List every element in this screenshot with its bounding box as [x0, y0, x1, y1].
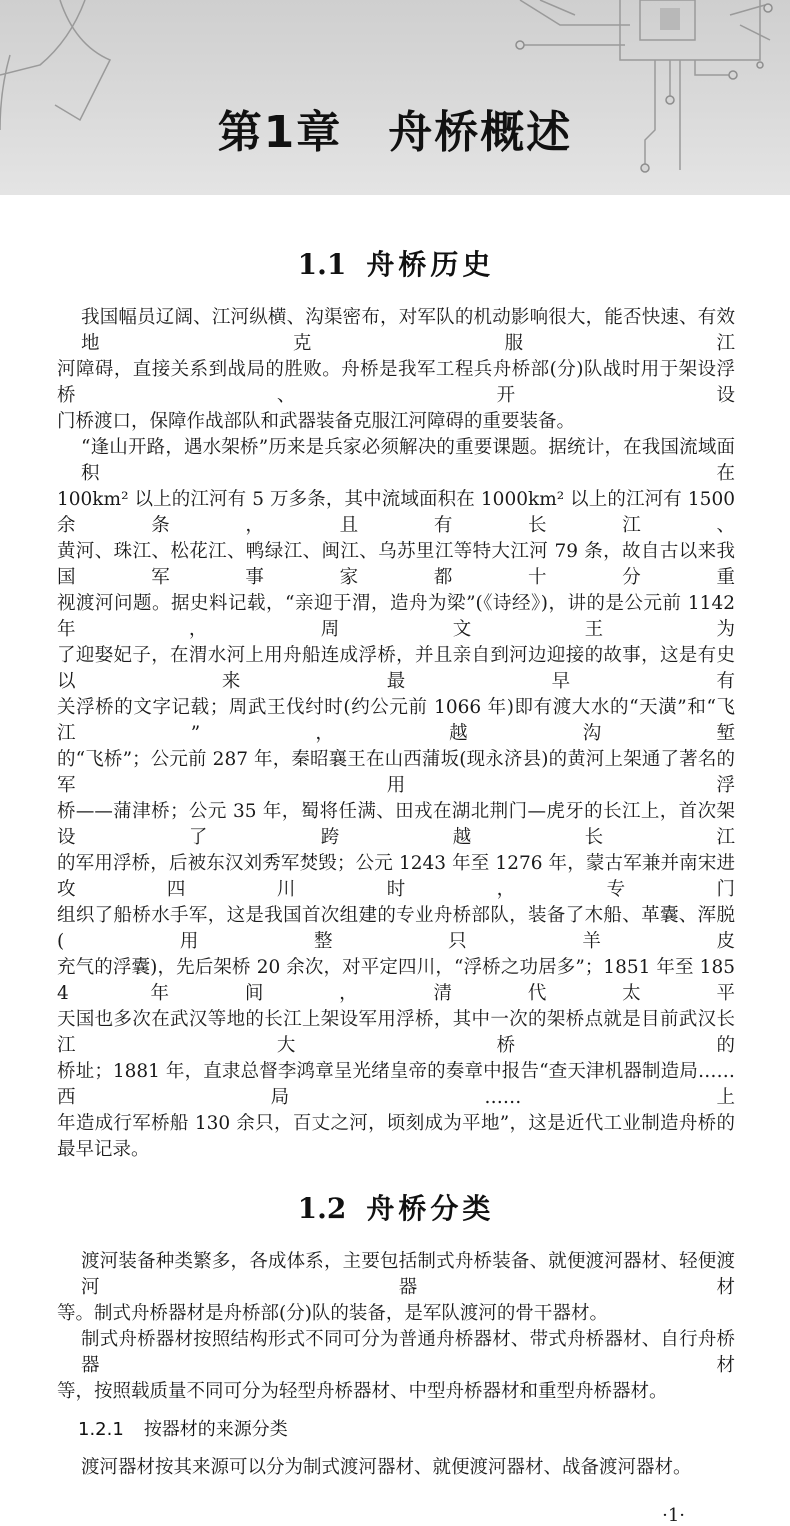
chapter-banner — [0, 0, 790, 195]
text-line: 门桥渡口，保障作战部队和武器装备克服江河障碍的重要装备。 — [57, 411, 576, 432]
text-line: 渡河装备种类繁多，各成体系，主要包括制式舟桥装备、就便渡河器材、轻便渡河器材 — [81, 1251, 735, 1298]
text-line: 的“飞桥”；公元前 287 年，秦昭襄王在山西蒲坂(现永济县)的黄河上架通了著名的军用浮 — [57, 749, 735, 796]
text-line: 河障碍，直接关系到战局的胜败。舟桥是我军工程兵舟桥部(分)队战时用于架设浮桥、开设 — [57, 359, 735, 406]
section-number: 1.2 — [297, 1192, 347, 1225]
subsection-title: 按器材的来源分类 — [143, 1419, 288, 1440]
section-title: 舟桥历史 — [366, 248, 495, 281]
page-number: ·1· — [662, 1505, 685, 1526]
text-line: 关浮桥的文字记载；周武王伐纣时(约公元前 1066 年)即有渡大水的“天潢”和“飞江”，越沟堑 — [57, 697, 735, 744]
text-line: 充气的浮囊)，先后架桥 20 余次，对平定四川，“浮桥之功居多”；1851 年至 1854 年间，清代太平 — [57, 957, 735, 1004]
text-line: 天国也多次在武汉等地的长江上架设军用浮桥，其中一次的架桥点就是目前武汉长江大桥的 — [57, 1009, 735, 1056]
text-line: 了迎娶妃子，在渭水河上用舟船连成浮桥，并且亲自到河边迎接的故事，这是有史以来最早有 — [57, 645, 735, 692]
text-line: 视渡河问题。据史料记载，“亲迎于渭，造舟为梁”(《诗经》)，讲的是公元前 1142 年，周文王为 — [57, 593, 735, 640]
text-line: “逢山开路，遇水架桥”历来是兵家必须解决的重要课题。据统计，在我国流域面积在 — [81, 437, 735, 484]
section-heading-1-2 — [57, 1191, 735, 1227]
page-content — [57, 247, 735, 1526]
text-line: 等。制式舟桥器材是舟桥部(分)队的装备，是军队渡河的骨干器材。 — [57, 1303, 608, 1324]
section-1-1-body — [57, 305, 735, 1163]
text-line: 桥址；1881 年，直隶总督李鸿章呈光绪皇帝的奏章中报告“查天津机器制造局……西局……上 — [57, 1061, 735, 1108]
section-heading-1-1 — [57, 247, 735, 283]
text-line: 我国幅员辽阔、江河纵横、沟渠密布，对军队的机动影响很大，能否快速、有效地克服江 — [81, 307, 735, 354]
text-line: 黄河、珠江、松花江、鸭绿江、闽江、乌苏里江等特大江河 79 条，故自古以来我国军事家都十分重 — [57, 541, 735, 588]
text-line: 渡河器材按其来源可以分为制式渡河器材、就便渡河器材、战备渡河器材。 — [81, 1457, 692, 1478]
text-line: 组织了船桥水手军，这是我国首次组建的专业舟桥部队，装备了木船、革囊、浑脱(用整只羊皮 — [57, 905, 735, 952]
text-line: 等，按照载质量不同可分为轻型舟桥器材、中型舟桥器材和重型舟桥器材。 — [57, 1381, 668, 1402]
chapter-title: 第1章 舟桥概述 — [217, 107, 573, 158]
text-line: 桥——蒲津桥；公元 35 年，蜀将任满、田戎在湖北荆门—虎牙的长江上，首次架设了跨越长江 — [57, 801, 735, 848]
subsection-number: 1.2.1 — [78, 1419, 124, 1440]
subsection-1-2-1-body — [57, 1455, 735, 1481]
text-line: 年造成行军桥船 130 余只，百丈之河，顷刻成为平地”，这是近代工业制造舟桥的最早记录。 — [57, 1113, 735, 1160]
section-title: 舟桥分类 — [366, 1192, 495, 1225]
subsection-heading-1-2-1 — [78, 1417, 735, 1443]
text-line: 100km² 以上的江河有 5 万多条，其中流域面积在 1000km² 以上的江河有 1500 余条，且有长江、 — [57, 489, 735, 536]
section-1-2-body — [57, 1249, 735, 1405]
section-number: 1.1 — [297, 248, 347, 281]
text-line: 的军用浮桥，后被东汉刘秀军焚毁；公元 1243 年至 1276 年，蒙古军兼并南宋进攻四川时，专门 — [57, 853, 735, 900]
text-line: 制式舟桥器材按照结构形式不同可分为普通舟桥器材、带式舟桥器材、自行舟桥器材 — [81, 1329, 735, 1376]
